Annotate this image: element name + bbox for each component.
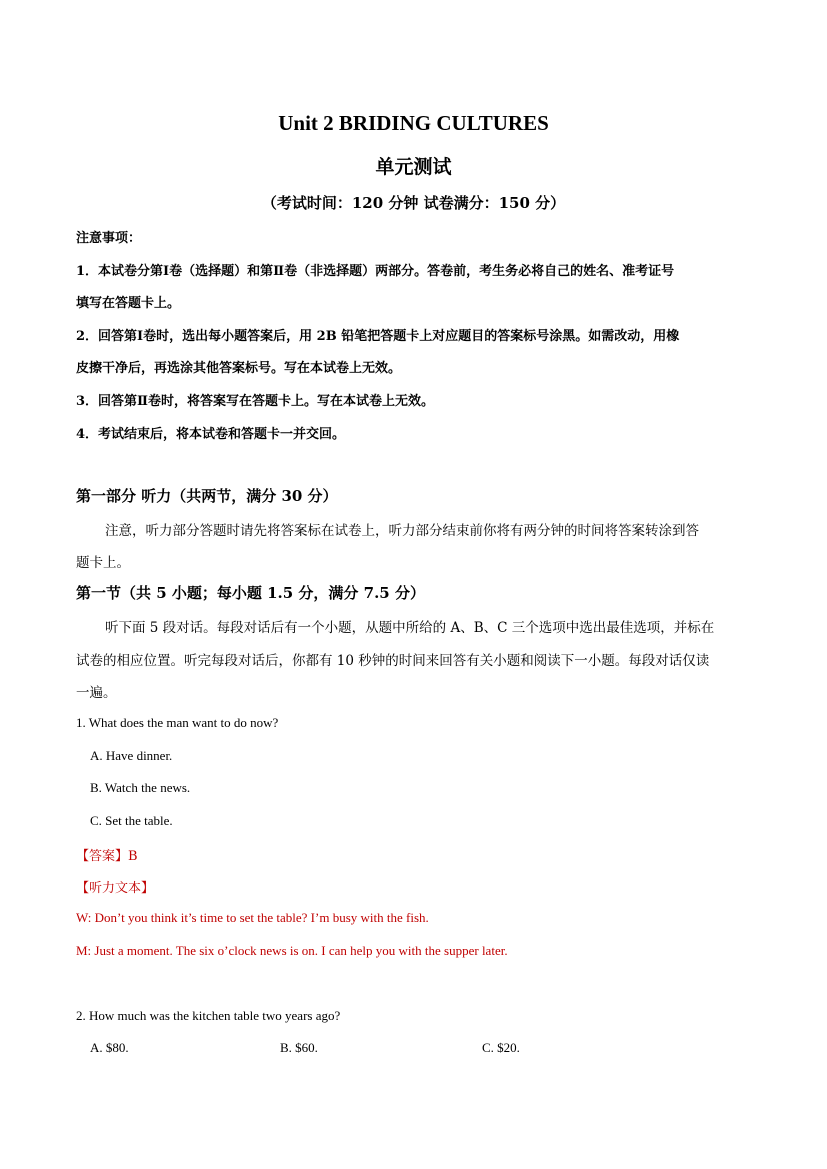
notice-line: 2．回答第Ⅰ卷时，选出每小题答案后，用 2B 铅笔把答题卡上对应题目的答案标号涂黑。如需改动，用橡 xyxy=(76,329,680,344)
notice-line: 3．回答第Ⅱ卷时，将答案写在答题卡上。写在本试卷上无效。 xyxy=(76,394,435,409)
answer-option: B. $60. xyxy=(280,1040,318,1055)
notice-heading: 注意事项： xyxy=(76,231,142,246)
answer-option: C. $20. xyxy=(482,1040,520,1055)
answer-option: C. Set the table. xyxy=(90,813,173,828)
notice-line: 4．考试结束后，将本试卷和答题卡一并交回。 xyxy=(76,427,346,442)
script-line: M: Just a moment. The six o’clock news is on. I can help you with the supper later. xyxy=(76,943,508,958)
section-heading: 第一节（共 5 小题；每小题 1.5 分，满分 7.5 分） xyxy=(76,584,425,602)
notice-line: 1．本试卷分第Ⅰ卷（选择题）和第Ⅱ卷（非选择题）两部分。答卷前，考生务必将自己的姓名、准考证号 xyxy=(76,264,675,279)
question-stem: 2. How much was the kitchen table two years ago? xyxy=(76,1008,341,1023)
answer-option: B. Watch the news. xyxy=(90,780,191,795)
section-intro-line: 一遍。 xyxy=(76,685,117,701)
section-intro-line: 试卷的相应位置。听完每段对话后，你都有 10 秒钟的时间来回答有关小题和阅读下一小题。每段对话仅读 xyxy=(76,653,710,669)
question-stem: 1. What does the man want to do now? xyxy=(76,715,279,730)
script-line: W: Don’t you think it’s time to set the table? I’m busy with the fish. xyxy=(76,910,429,925)
part-intro-line: 注意，听力部分答题时请先将答案标在试卷上，听力部分结束前你将有两分钟的时间将答案转涂到答 xyxy=(105,523,699,539)
notice-line: 皮擦干净后，再选涂其他答案标号。写在本试卷上无效。 xyxy=(76,361,402,376)
answer-option: A. Have dinner. xyxy=(90,748,173,763)
script-label: 【听力文本】 xyxy=(76,881,155,896)
notice-line: 填写在答题卡上。 xyxy=(76,296,181,311)
exam-info: （考试时间：120 分钟 试卷满分：150 分） xyxy=(261,194,566,212)
document-subtitle: 单元测试 xyxy=(375,156,452,178)
answer-label: 【答案】B xyxy=(76,849,138,864)
document-title: Unit 2 BRIDING CULTURES xyxy=(278,111,549,135)
section-intro-line: 听下面 5 段对话。每段对话后有一个小题，从题中所给的 A、B、C 三个选项中选出最佳选项，并标在 xyxy=(105,620,715,636)
part-heading: 第一部分 听力（共两节，满分 30 分） xyxy=(76,487,338,505)
answer-option: A. $80. xyxy=(90,1040,129,1055)
part-intro-line: 题卡上。 xyxy=(76,555,130,571)
